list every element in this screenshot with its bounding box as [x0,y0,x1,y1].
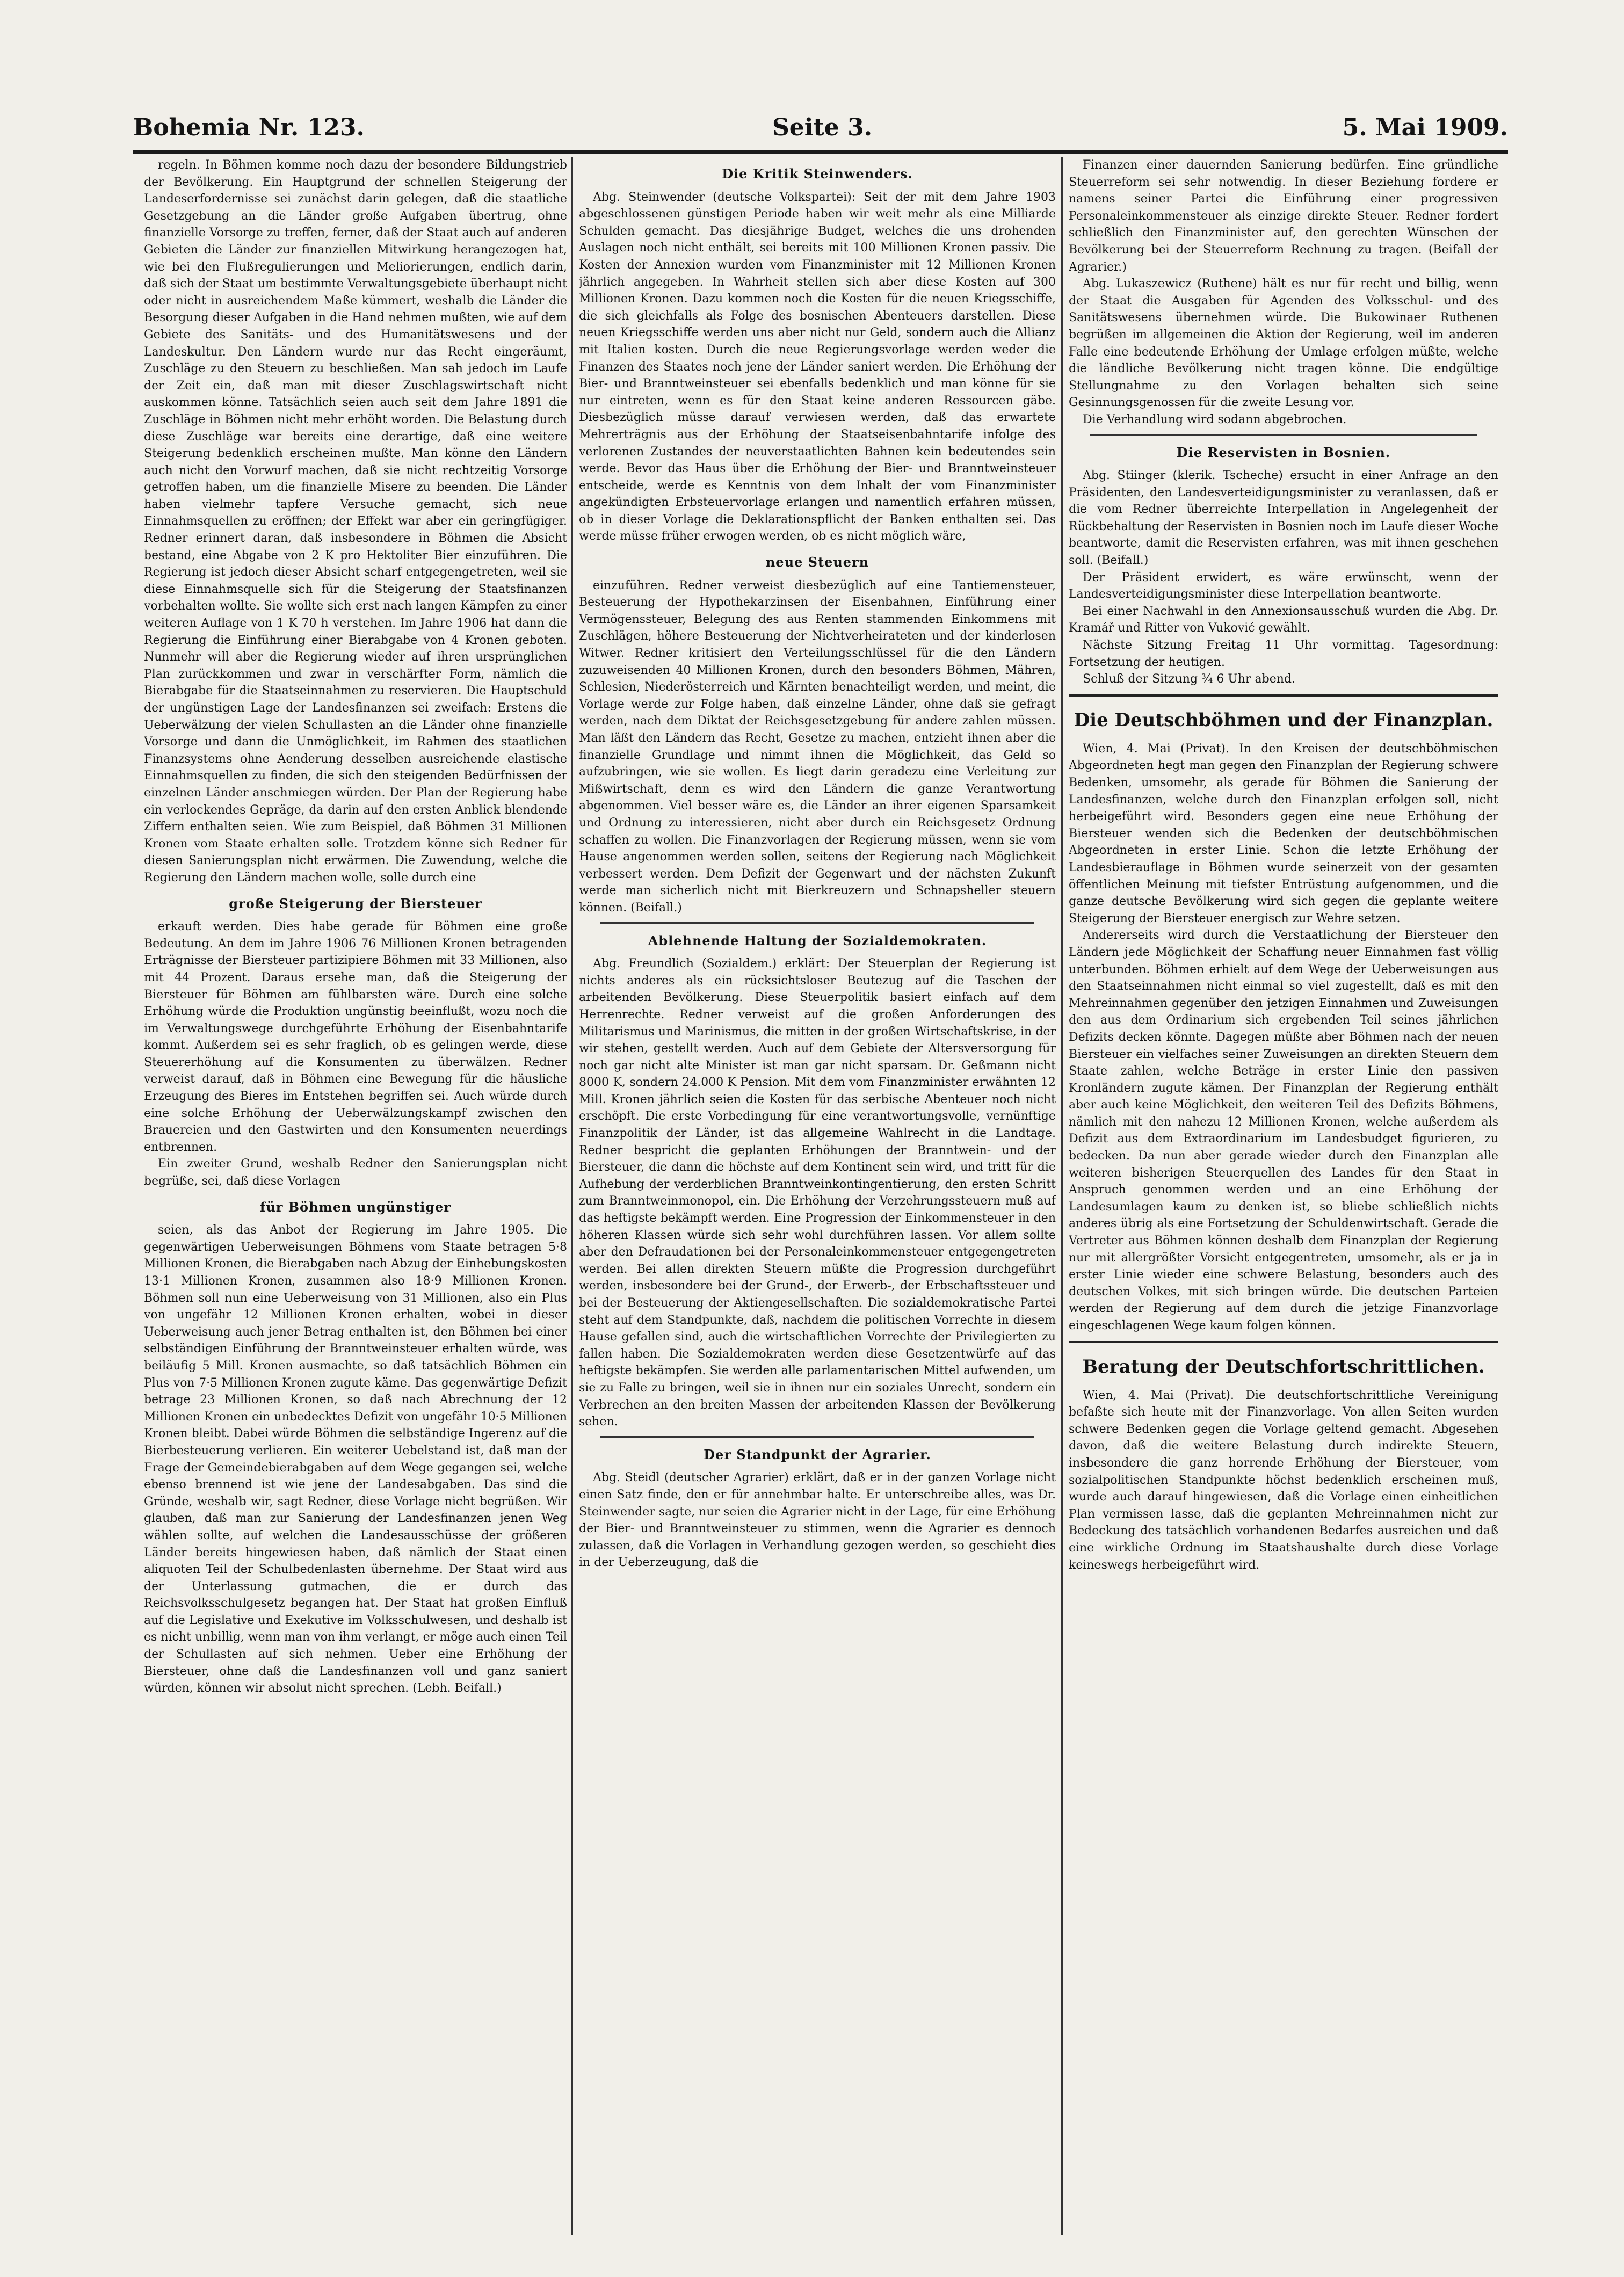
article-paragraph: Abg. Stiinger (klerik. Tscheche) ersucht in einer Anfrage an den Präsidenten, den Landesverteidigungsminister zu veranlassen, daß er die vom Redner überreichte Interpellation in Angelegenheit der Rückbehaltung der Reservisten in Bosnien noch im Laufe dieser Woche beantworte, damit die Reservisten erfahren, was mit ihnen geschehen soll. (Beifall.) [1069,469,1498,568]
article-paragraph: Wien, 4. Mai (Privat). In den Kreisen der deutschböhmischen Abgeordneten hegt man gegen den Finanzplan der Regierung schwere Bedenken, umsomehr, als gerade für Böhmen die Sanierung der Landesfinanzen, welche durch den Finanzplan erfolgen soll, nicht herbeigeführt wird. Besonders gegen eine neue Erhöhung der Biersteuer wenden sich die Bedenken der deutschböhmischen Abgeordneten in erster Linie. Schon die letzte Erhöhung der Landesbierauflage in Böhmen wurde seinerzeit von der gesamten öffentlichen Meinung mit tiefster Entrüstung aufgenommen, und die ganze deutsche Bevölkerung wird sich gegen die geplante weitere Steigerung der Biersteuer energisch zur Wehre setzen. [1069,742,1498,925]
article-paragraph: Finanzen einer dauernden Sanierung bedürfen. Eine gründliche Steuerreform sei sehr notwendig. In dieser Beziehung fordere er namens seiner Partei die Einführung einer progressiven Personaleinkommensteuer als einzige direkte Steuer. Redner fordert schließlich den Finanzminister auf, den gerechten Wünschen der Bevölkerung bei der Steuerreform Rechnung zu tragen. (Beifall der Agrarier.) [1069,158,1498,274]
article-paragraph: Der Präsident erwidert, es wäre erwünscht, wenn der Landesverteidigungsminister diese Interpellation beantworte. [1069,570,1498,601]
article-headline: Die Deutschböhmen und der Finanzplan. [1074,709,1494,731]
article-paragraph: seien, als das Anbot der Regierung im Jahre 1905. Die gegenwärtigen Ueberweisungen Böhmens vom Staate betragen 5·8 Millionen Kronen, die Bierabgaben nach Abzug der Einhebungskosten 13·1 Millionen Kronen, zusammen also 18·9 Millionen Kronen. Böhmen soll nun eine Ueberweisung von 31 Millionen, also ein Plus von ungefähr 12 Millionen Kronen erhalten, wobei in dieser Ueberweisung auch jener Betrag enthalten ist, den Böhmen bei einer selbständigen Einführung der Branntweinsteuer erhalten würde, was beiläufig 5 Mill. Kronen ausmachte, so daß tatsächlich Böhmen ein Plus von 7·5 Millionen Kronen zugute käme. Das gegenwärtige Defizit betrage 23 Millionen Kronen, so daß nach Abrechnung der 12 Millionen Kronen ein unbedecktes Defizit von ungefähr 10·5 Millionen Kronen bleibt. Dabei würde Böhmen die selbständige Ingerenz auf die Bierbesteuerung verlieren. Ein weiterer Uebelstand ist, daß man der Frage der Gemeindebierabgaben auf dem Wege gegangen sei, welche ebenso brennend ist wie jene der Landesabgaben. Das sind die Gründe, weshalb wir, sagt Redner, diese Vorlage nicht begrüßen. Wir glauben, daß man zur Sanierung der Landesfinanzen jenen Weg wählen sollte, auf welchen die Landesausschüsse der größeren Länder bereits hingewiesen haben, daß nämlich der Staat einen aliquoten Teil der Schulbedenlasten übernehme. Der Staat wird aus der Unterlassung gutmachen, die er durch das Reichsvolksschulgesetz begangen hat. Der Staat hat großen Einfluß auf die Legislative und Exekutive im Volksschulwesen, und deshalb ist es nicht unbillig, wenn man von ihm verlangt, er möge auch einen Teil der Schullasten auf sich nehmen. Ueber eine Erhöhung der Biersteuer, ohne daß die Landesfinanzen voll und ganz saniert würden, können wir absolut nicht sprechen. (Lebh. Beifall.) [144,1223,567,1695]
section-subheading: für Böhmen ungünstiger [260,1199,451,1215]
article-paragraph: Ein zweiter Grund, weshalb Redner den Sanierungsplan nicht begrüße, sei, daß diese Vorlagen [144,1157,567,1188]
section-subheading: neue Steuern [765,554,869,570]
section-divider [1069,1341,1498,1343]
article-paragraph: Die Verhandlung wird sodann abgebrochen. [1083,412,1347,426]
section-heading: Die Reservisten in Bosnien. [1176,444,1391,460]
article-paragraph: Nächste Sitzung Freitag 11 Uhr vormittag. Tagesordnung: Fortsetzung der heutigen. [1069,639,1498,669]
article-paragraph: Schluß der Sitzung ¾ 6 Uhr abend. [1083,672,1296,686]
header-publication-issue: Bohemia Nr. 123. [133,114,365,141]
article-paragraph: Abg. Freundlich (Sozialdem.) erklärt: Der Steuerplan der Regierung ist nichts anderes als ein rücksichtsloser Beutezug auf die Taschen der arbeitenden Bevölkerung. Diese Steuerpolitik basiert einfach auf dem Herrenrechte. Redner verweist auf die großen Anforderungen des Militarismus und Marinismus, die mitten in der großen Wirtschaftskrise, in der wir stehen, gestellt werden. Auch auf dem Gebiete der Altersversorgung für noch gar nicht alte Minister ist man gar nicht sparsam. Dr. Geßmann nicht 8000 K, sondern 24.000 K Pension. Mit dem vom Finanzminister erwähnten 12 Mill. Kronen jährlich seien die Kosten für das serbische Abenteuer noch nicht erschöpft. Die erste Vorbedingung für eine verantwortungsvolle, vernünftige Finanzpolitik der Länder, ist das allgemeine Wahlrecht in die Landtage. Redner bespricht die geplanten Erhöhungen der Branntwein- und der Biersteuer, die dann die höchste auf dem Kontinent sein wird, und tritt für die Aufhebung der verderblichen Branntweinkontingentierung, den ersten Schritt zum Branntweinmonopol, ein. Die Erhöhung der Verzehrungssteuern muß auf das heftigste bekämpft werden. Eine Progression der Einkommensteuer in den höheren Klassen würde sich sehr wohl durchführen lassen. Vor allem sollte aber den Defraudationen bei der Personaleinkommensteuer entgegengetreten werden. Bei allen direkten Steuern müßte die Progression durchgeführt werden, insbesondere bei der Grund-, der Erwerb-, der Erbschaftssteuer und bei der Besteuerung der Aktiengesellschaften. Die sozialdemokratische Partei steht auf dem Standpunkte, daß, nachdem die politischen Vorrechte in diesem Hause gefallen sind, auch die wirtschaftlichen Vorrechte der Privilegierten zu fallen haben. Die Sozialdemokraten werden diese Gesetzentwürfe auf das heftigste bekämpfen. Sie werden alle parlamentarischen Mittel aufwenden, um sie zu Falle zu bringen, weil sie in ihnen nur ein soziales Unrecht, sondern ein Verbrechen an den breiten Massen der arbeitenden Klassen der Bevölkerung sehen. [579,957,1056,1429]
section-heading: Ablehnende Haltung der Sozialdemokraten. [648,932,987,948]
header-page-number: Seite 3. [772,114,873,141]
article-paragraph: regeln. In Böhmen komme noch dazu der besondere Bildungstrieb der Bevölkerung. Ein Hauptgrund der schnellen Steigerung der Landeserfordernisse sei zunächst darin gelegen, daß die staatliche Gesetzgebung an die Länder große Aufgaben übertrug, ohne finanzielle Vorsorge zu treffen, ferner, daß der Staat auch auf anderen Gebieten die Länder zur finanziellen Mitwirkung herangezogen hat, wie bei den Flußregulierungen und Meliorierungen, endlich darin, daß sich der Staat um bestimmte Verwaltungsgebiete überhaupt nicht oder nicht in ausreichendem Maße kümmert, weshalb die Länder die Besorgung dieser Aufgaben in die Hand nehmen mußten, wie auf dem Gebiete des Sanitäts- und des Humanitätswesens und der Landeskultur. Den Ländern wurde nur das Recht eingeräumt, Zuschläge zu den Steuern zu beschließen. Man sah jedoch im Laufe der Zeit ein, daß man mit dieser Zuschlagswirtschaft nicht auskommen könne. Tatsächlich seien auch seit dem Jahre 1891 die Zuschläge in Böhmen nicht mehr erhöht worden. Die Belastung durch diese Zuschläge war bereits eine derartige, daß eine weitere Steigerung bedenklich erscheinen mußte. Man könne den Ländern auch nicht den Vorwurf machen, daß sie nicht rechtzeitig Vorsorge getroffen haben, um die finanzielle Misere zu beenden. Die Länder haben vielmehr tapfere Versuche gemacht, sich neue Einnahmsquellen zu eröffnen; der Effekt war aber ein geringfügiger. Redner erinnert daran, daß insbesondere in Böhmen die Absicht bestand, eine Abgabe von 2 K pro Hektoliter Bier einzuführen. Die Regierung ist jedoch dieser Absicht scharf entgegengetreten, weil sie diese Einnahmsquelle sich für die Steigerung der Staatsfinanzen vorbehalten wollte. Sie wollte sich erst nach langen Kämpfen zu einer weiteren Auflage von 1 K 70 h verstehen. Im Jahre 1906 hat dann die Regierung die Einführung einer Bierabgabe von 4 Kronen geboten. Nunmehr will aber die Regierung wieder auf ihren ursprünglichen Plan zurückkommen und zwar in verschärfter Form, nämlich die Bierabgabe für die Staatseinnahmen zu reservieren. Die Hauptschuld der ungünstigen Lage der Landesfinanzen sei zweifach: Erstens die Ueberwälzung der vielen Schullasten an die Länder ohne finanzielle Vorsorge und dann die Unmöglichkeit, im Rahmen des staatlichen Finanzsystems ohne Aenderung desselben ausreichende elastische Einnahmsquellen zu finden, die sich den steigenden Bedürfnissen der einzelnen Länder anschmiegen würden. Der Plan der Regierung habe ein verlockendes Gepräge, da darin auf den ersten Anblick blendende Ziffern enthalten seien. Wie zum Beispiel, daß Böhmen 31 Millionen Kronen vom Staate erhalten solle. Trotzdem könne sich Redner für diesen Sanierungsplan nicht erwärmen. Die Zuwendung, welche die Regierung den Ländern machen wolle, solle durch eine [144,158,567,884]
article-paragraph: Abg. Steidl (deutscher Agrarier) erklärt, daß er in der ganzen Vorlage nicht einen Satz finde, den er für annehmbar halte. Er unterschreibe alles, was Dr. Steinwender sagte, nur seien die Agrarier nicht in der Lage, für eine Erhöhung der Bier- und Branntweinsteuer zu stimmen, wenn die Agrarier es dennoch zulassen, daß die Vorlagen in Verhandlung gezogen werden, so geschieht dies in der Ueberzeugung, daß die [579,1471,1056,1570]
article-paragraph: Wien, 4. Mai (Privat). Die deutschfortschrittliche Vereinigung befaßte sich heute mit der Finanzvorlage. Von allen Seiten wurden schwere Bedenken gegen die Vorlage geltend gemacht. Abgesehen davon, daß die weitere Belastung durch indirekte Steuern, insbesondere die ganz horrende Erhöhung der Biersteuer, vom sozialpolitischen Standpunkte höchst bedenklich erscheinen muß, wurde auch darauf hingewiesen, daß die Vorlage einen einheitlichen Plan vermissen lasse, daß die geplanten Mehreinnahmen nicht zur Bedeckung des tatsächlich vorhandenen Bedarfes ausreichen und daß eine wirkliche Ordnung im Staatshaushalte durch diese Vorlage keineswegs herbeigeführt wird. [1069,1388,1498,1572]
section-heading: Der Standpunkt der Agrarier. [704,1446,931,1462]
article-headline: Beratung der Deutschfortschrittlichen. [1082,1355,1485,1377]
section-divider [1090,434,1477,436]
column-divider [571,157,573,2235]
page-header [133,107,1508,150]
article-paragraph: einzuführen. Redner verweist diesbezüglich auf eine Tantiemensteuer, Besteuerung der Hypothekarzinsen der Eisenbahnen, Einführung einer Vermögenssteuer, Belegung des aus Renten stammenden Einkommens mit Zuschlägen, höhere Besteuerung der Nichtverheirateten und der kinderlosen Witwer. Redner kritisiert den Verteilungsschlüssel für die den Ländern zuzuweisenden 40 Millionen Kronen, durch den besonders Böhmen, Mähren, Schlesien, Niederösterreich und Kärnten benachteiligt werden, und meint, die Vorlage werde zur Folge haben, daß einzelne Länder, ohne daß sie gefragt werden, nach dem Diktat der Reichsgesetzgebung für andere zahlen müssen. Man läßt den Ländern das Recht, Gesetze zu machen, entzieht ihnen aber die finanzielle Grundlage und nimmt ihnen die Möglichkeit, das Geld so aufzubringen, wie sie wollen. Es liegt darin geradezu eine Verleitung zur Mißwirtschaft, denn es wird den Ländern die ganze Verantwortung abgenommen. Viel besser wäre es, die Länder an ihrer eigenen Sparsamkeit und Ordnung zu interessieren, nicht aber durch ein Reichsgesetz Ordnung schaffen zu wollen. Die Finanzvorlagen der Regierung müssen, wenn sie vom Hause angenommen werden sollen, seitens der Regierung nach Möglichkeit verbessert werden. Dem Defizit der Gegenwart und der nächsten Zukunft werde man sicherlich nicht mit Bierkreuzern und Schnapsheller steuern können. (Beifall.) [579,578,1056,915]
section-divider [1069,694,1498,697]
column-1 [144,157,567,2251]
article-paragraph: Bei einer Nachwahl in den Annexionsausschuß wurden die Abg. Dr. Kramář und Ritter von Vuković gewählt. [1069,604,1498,635]
article-paragraph: Abg. Lukaszewicz (Ruthene) hält es nur für recht und billig, wenn der Staat die Ausgaben für Agenden des Volksschul- und des Sanitätswesens übernehmen würde. Die Bukowinaer Ruthenen begrüßen im allgemeinen die Aktion der Regierung, weil im anderen Falle eine bedeutende Erhöhung der Umlage erfolgen müßte, welche die ländliche Bevölkerung nicht tragen könne. Die endgültige Stellungnahme zu den Vorlagen behalten sich seine Gesinnungsgenossen für die zweite Lesung vor. [1069,277,1498,410]
article-paragraph: erkauft werden. Dies habe gerade für Böhmen eine große Bedeutung. An dem im Jahre 1906 76 Millionen Kronen betragenden Erträgnisse der Biersteuer partizipiere Böhmen mit 33 Millionen, also mit 44 Prozent. Daraus ersehe man, daß die Steigerung der Biersteuer für Böhmen am fühlbarsten wäre. Durch eine solche Erhöhung würde die Produktion ungünstig beeinflußt, wozu noch die im Verwaltungswege durchgeführte Erhöhung der Eisenbahntarife kommt. Außerdem sei es sehr fraglich, ob es gelingen werde, diese Steuererhöhung auf die Konsumenten zu überwälzen. Redner verweist darauf, daß in Böhmen eine Bewegung für die häusliche Erzeugung des Bieres im Entstehen begriffen sei. Auch würde durch eine solche Erhöhung der Ueberwälzungskampf zwischen den Brauereien und den Gastwirten und den Konsumenten neuerdings entbrennen. [144,920,567,1154]
article-paragraph: Abg. Steinwender (deutsche Volkspartei): Seit der mit dem Jahre 1903 abgeschlossenen günstigen Periode haben wir weit mehr als eine Milliarde Schulden gemacht. Das diesjährige Budget, welches die uns drohenden Auslagen noch nicht enthält, sei bereits mit 100 Millionen Kronen passiv. Die Kosten der Annexion wurden vom Finanzminister mit 12 Millionen Kronen jährlich angegeben. In Wahrheit stellen sich aber diese Kosten auf 300 Millionen Kronen. Dazu kommen noch die Kosten für die neuen Kriegsschiffe, die sich gleichfalls als Folge des bosnischen Abenteuers darstellen. Diese neuen Kriegsschiffe werden uns aber nicht nur Geld, sondern auch die Allianz mit Italien kosten. Durch die neue Regierungsvorlage werden weder die Finanzen des Staates noch jene der Länder saniert werden. Die Erhöhung der Bier- und Branntweinsteuer sei ebenfalls bedenklich und man könne für sie nur eintreten, wenn es für den Staat keine anderen Ressourcen gäbe. Diesbezüglich müsse darauf verwiesen werden, daß das erwartete Mehrerträgnis aus der Erhöhung der Staatseisenbahntarife infolge des verlorenen Zustandes der neuverstaatlichten Bahnen kein bedeutendes sein werde. Bevor das Haus über die Erhöhung der Bier- und Branntweinsteuer entscheide, werde es Kenntnis von dem Inhalt der vom Finanzminister angekündigten Erbsteuervorlage erlangen und namentlich erfahren müssen, ob in dieser Vorlage die Deklarationspflicht der Banken enthalten sei. Das werde müsse früher erwogen werden, ob es nicht möglich wäre, [579,190,1056,543]
article-paragraph: Andererseits wird durch die Verstaatlichung der Biersteuer den Ländern jede Möglichkeit der Schaffung neuer Einnahmen fast völlig unterbunden. Böhmen erhielt auf dem Wege der Ueberweisungen aus den Staatseinnahmen nicht einmal so viel zugestellt, daß es mit den Mehreinnahmen gegenüber den jetzigen Einnahmen und Zuweisungen den aus dem Ordinarium sich ergebenden Teil seines jährlichen Defizits decken könnte. Dagegen müßte aber Böhmen nach der neuen Biersteuer ein vielfaches seiner Zuweisungen an direkten Steuern dem Staate zahlen, welche Beträge in erster Linie den passiven Kronländern zugute kämen. Der Finanzplan der Regierung enthält aber auch keine Möglichkeit, den weiteren Teil des Defizits Böhmens, nämlich mit den nahezu 12 Millionen Kronen, welche außerdem als Defizit aus dem Extraordinarium im Landesbudget figurieren, zu bedecken. Da nun aber gerade wieder durch den Finanzplan alle weiteren bisherigen Steuerquellen des Landes für den Staat in Anspruch genommen werden und an eine Erhöhung der Landesumlagen kaum zu denken ist, so bliebe schließlich nichts anderes übrig als eine Fortsetzung der Schuldenwirtschaft. Gerade die Vertreter aus Böhmen können deshalb dem Finanzplan der Regierung nur mit allergrößter Vorsicht entgegentreten, umsomehr, als er ja in erster Linie wieder eine schwere Belastung, besonders auch des deutschen Volkes, mit sich bringen würde. Die deutschen Parteien werden der Regierung auf dem durch die jetzige Finanzvorlage eingeschlagenen Wege kaum folgen können. [1069,929,1498,1332]
section-divider [600,922,1034,924]
column-2 [579,157,1056,2251]
column-3 [1069,157,1498,2251]
section-subheading: große Steigerung der Biersteuer [229,895,482,911]
header-rule [133,150,1508,154]
header-date: 5. Mai 1909. [1342,114,1508,141]
column-divider [1061,157,1063,2235]
section-divider [600,1436,1034,1438]
section-heading: Die Kritik Steinwenders. [722,166,913,182]
